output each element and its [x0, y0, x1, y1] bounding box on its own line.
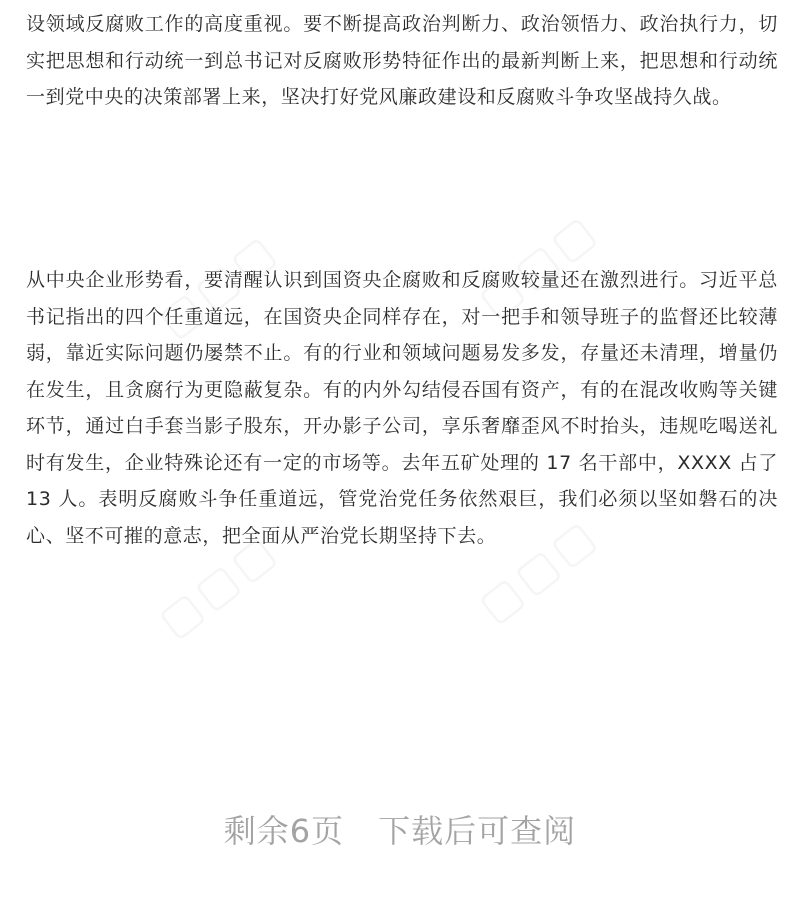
body-paragraph-2: 从中央企业形势看，要清醒认识到国资央企腐败和反腐败较量还在激烈进行。习近平总书记指出的四个任重道远，在国资央企同样存在，对一把手和领导班子的监督还比较薄弱，靠近实际问题仍屡禁不止。有的行业和领域问题易发多发，存量还未清理，增量仍在发生，且贪腐行为更隐蔽复杂。有的内外勾结侵吞国有资产，有的在混改收购等关键环节，通过白手套当影子股东，开办影子公司，享乐奢靡歪风不时抬头，违规吃喝送礼时有发生，企业特殊论还有一定的市场等。去年五矿处理的 17 名干部中，XXXX 占了 13 人。表明反腐败斗争任重道远，管党治党任务依然艰巨，我们必须以坚如磐石的决心、坚不可摧的意志，把全面从严治党长期坚持下去。 [26, 269, 778, 547]
watermark: ▢▢▢ [148, 223, 288, 348]
watermark: ▢▢▢ [468, 508, 608, 633]
download-hint-text: 下载后可查阅 [378, 812, 577, 850]
watermark: ▢▢▢ [148, 523, 288, 648]
watermark: ▢▢▢ [468, 203, 608, 328]
remaining-pages-banner[interactable] [0, 806, 800, 852]
remaining-pages-text: 剩余6页 [223, 812, 345, 850]
body-paragraph-1: 设领域反腐败工作的高度重视。要不断提高政治判断力、政治领悟力、政治执行力，切实把思想和行动统一到总书记对反腐败形势特征作出的最新判断上来，把思想和行动统一到党中央的决策部署上来，坚决打好党风廉政建设和反腐败斗争攻坚战持久战。 [26, 13, 778, 108]
